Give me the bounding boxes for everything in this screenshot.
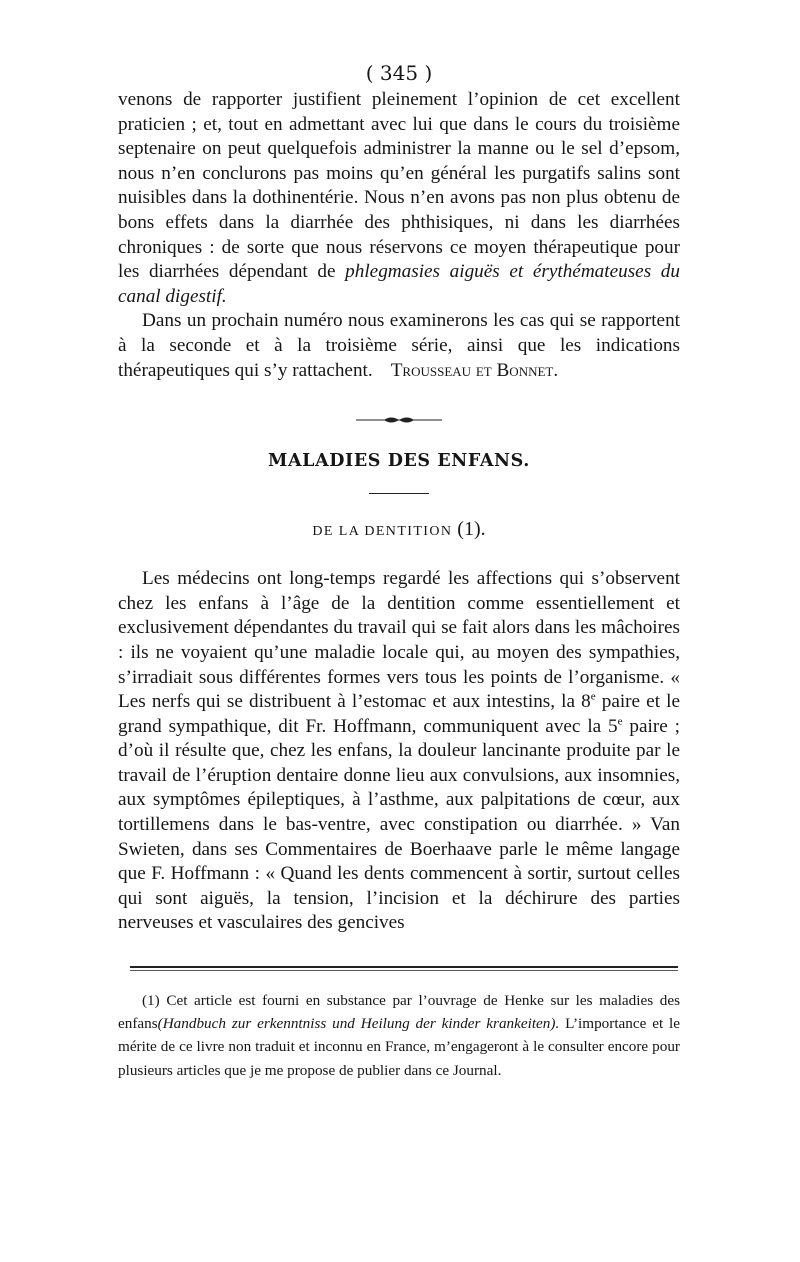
footnote-separator-thin (130, 970, 678, 971)
section-title: MALADIES DES ENFANS. (268, 451, 530, 472)
main-paragraph-part-1: Les médecins ont long-temps regardé les affections qui s’observent chez les enfans à l’âge de la dentition comme essentiellement et exclusivement dépendantes du travail qui se fait alors dans les mâchoires : ils ne voyaient qu’une maladie locale qui, au moyen des sympathies, s’irradiait sous différentes formes vers tous les points de l’organisme. « Les nerfs qui se distribuent à l’estomac et aux intestins, la 8 (118, 568, 680, 713)
section-rule (369, 493, 429, 494)
main-paragraph-part-2: paire et le grand sympathique, dit Fr. Hoffmann, communiquent avec la 5 (118, 691, 680, 737)
page (118, 60, 680, 1082)
main-paragraph (118, 567, 680, 936)
subsection-title (118, 518, 680, 541)
footnote-text-2: L’importance et le mérite de ce livre non traduit et inconnu en France, m’engageront à le consulter encore pour plusieurs articles que je me propose de publier dans ce Journal. (118, 1015, 680, 1079)
footnote-text-1: (1) Cet article est fourni en substance par l’ouvrage de Henke sur les maladies des enfans (118, 992, 680, 1033)
article-signature: Trousseau et Bonnet. (390, 359, 559, 381)
ordinal-superscript-8: e (590, 690, 596, 703)
subsection-title-text: DE LA DENTITION (312, 524, 453, 540)
footnote-italic-title: (Handbuch zur erkenntniss und Heilung der kinder krankeiten). (157, 1015, 560, 1033)
article-closing-paragraph (118, 309, 680, 383)
article-closing-text: Dans un prochain numéro nous examinerons les cas qui se rapportent à la seconde et à la troisième série, ainsi que les indications thérapeutiques qui s’y rattachent. (118, 310, 680, 381)
article-end-text: venons de rapporter justifient pleinement l’opinion de cet excellent praticien ; et, tout en admettant avec lui que dans le cours du troisième septenaire on peut quelquefois administrer la manne ou le sel d’epsom, nous n’en conclurons pas moins qu’en général les purgatifs salins sont nuisibles dans la dothinentérie. Nous n’en avons pas non plus obtenu de bons effets dans la diarrhée des phthisiques, ni dans les diarrhées chroniques : de sorte que nous réservons ce moyen thérapeutique pour les diarrhées dépendant de (118, 89, 680, 283)
article-end-italic: phlegmasies aiguës et érythémateuses du canal digestif. (118, 261, 680, 307)
page-number: ( 345 ) (365, 61, 433, 85)
footnote-separator (130, 966, 678, 968)
main-paragraph-part-3: paire ; d’où il résulte que, chez les enfans, la douleur lancinante produite par le travail de l’éruption dentaire donne lieu aux convulsions, aux insomnies, aux symptômes épileptiques, à l’asthme, aux palpitations de cœur, aux tortillemens dans le bas-ventre, avec constipation ou diarrhée. » Van Swieten, dans ses Commentaires de Boerhaave parle le même langage que F. Hoffmann : « Quand les dents commencent à sortir, surtout celles qui sont aiguës, la tension, l’incision et la déchirure des parties nerveuses et vasculaires des gencives (118, 715, 680, 934)
footnote-reference: (1). (457, 518, 486, 541)
footnote (118, 989, 680, 1082)
ordinal-superscript-5: e (617, 715, 623, 728)
article-end-paragraph (118, 88, 680, 309)
ornament-divider (354, 415, 444, 425)
